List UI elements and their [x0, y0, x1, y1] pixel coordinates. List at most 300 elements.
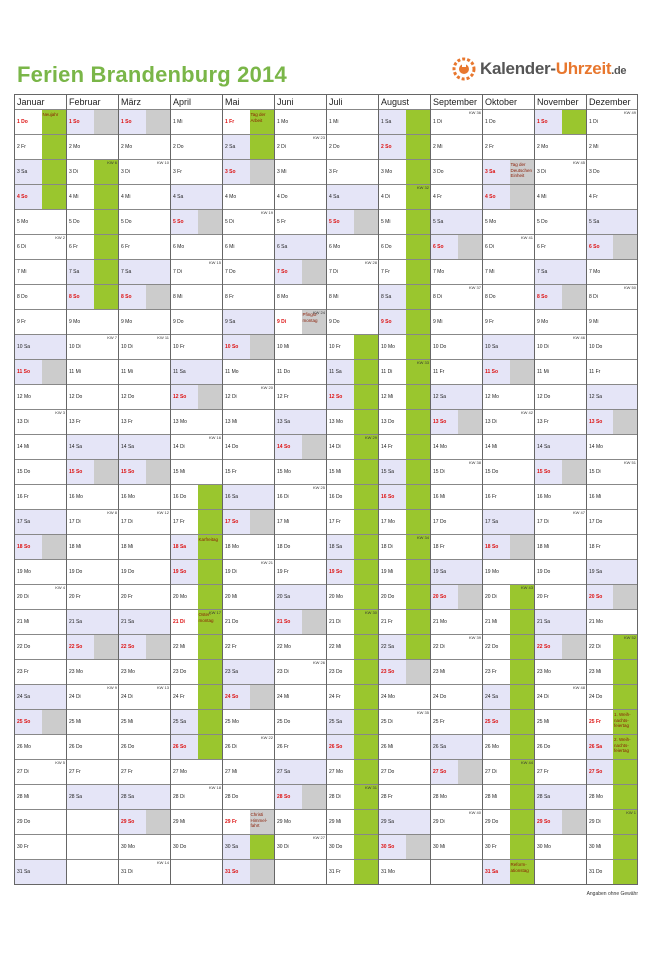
day-cell	[379, 109, 430, 134]
day-cell	[327, 634, 378, 659]
day-status	[42, 135, 67, 159]
day-label: 18 Fr	[433, 544, 445, 550]
day-cell	[379, 559, 430, 584]
day-status	[146, 810, 171, 834]
day-label: 15 So	[67, 460, 94, 484]
day-label: 16 Mi	[589, 494, 602, 500]
day-label: 21 So	[275, 610, 302, 634]
day-status	[94, 285, 119, 309]
day-status	[302, 260, 327, 284]
day-label: 27 Di	[485, 769, 497, 775]
day-label: 27 Fr	[69, 769, 81, 775]
day-label: 19 So	[327, 560, 354, 584]
day-cell	[535, 484, 586, 509]
day-cell	[223, 234, 274, 259]
day-status	[510, 385, 535, 409]
day-status	[302, 285, 327, 309]
day-status	[406, 585, 431, 609]
week-number: KW 9	[107, 685, 117, 690]
day-label: 2 Sa	[223, 135, 250, 159]
day-cell	[119, 209, 170, 234]
day-status	[42, 460, 67, 484]
day-status	[458, 110, 483, 134]
day-label: 17 So	[223, 510, 250, 534]
day-cell	[223, 409, 274, 434]
day-label: 1 Do	[485, 119, 496, 125]
day-status	[406, 785, 431, 809]
day-status	[94, 535, 119, 559]
day-label: 12 Di	[225, 394, 237, 400]
day-label: 29 Do	[17, 819, 31, 825]
day-label: 1 Mo	[277, 119, 289, 125]
day-status	[613, 660, 637, 684]
week-number: KW 18	[208, 785, 221, 790]
week-number: KW 42	[520, 410, 533, 415]
day-label: 23 Mo	[69, 669, 83, 675]
day-cell	[587, 359, 637, 384]
day-cell	[379, 384, 430, 409]
day-label: 4 Sa	[327, 185, 354, 209]
day-status	[562, 710, 587, 734]
day-cell	[587, 784, 637, 809]
day-status	[198, 560, 223, 584]
day-status	[406, 810, 431, 834]
day-label: 25 So	[15, 710, 42, 734]
day-status	[94, 735, 119, 759]
day-label: 13 So	[431, 410, 458, 434]
day-cell	[223, 309, 274, 334]
day-status	[198, 685, 223, 709]
day-label: 15 Mi	[173, 469, 186, 475]
day-status	[510, 235, 535, 259]
day-cell	[379, 859, 430, 884]
day-cell	[223, 684, 274, 709]
day-label: 11 Fr	[589, 369, 601, 375]
day-cell	[171, 684, 222, 709]
day-label: 4 Mo	[225, 194, 237, 200]
day-status	[94, 135, 119, 159]
day-label: 20 Di	[17, 594, 29, 600]
day-cell	[431, 434, 482, 459]
day-cell	[67, 659, 118, 684]
day-status	[146, 635, 171, 659]
day-cell	[275, 259, 326, 284]
day-cell	[587, 484, 637, 509]
month-header: Juni	[274, 95, 326, 109]
day-status	[458, 785, 483, 809]
day-label: 30 So	[379, 835, 406, 859]
day-cell	[587, 634, 637, 659]
day-label: 25 Mi	[69, 719, 82, 725]
day-status	[510, 660, 535, 684]
day-label: 2 So	[379, 135, 406, 159]
week-number: KW 22	[260, 735, 273, 740]
day-cell	[15, 859, 66, 884]
week-number: KW 38	[468, 460, 481, 465]
day-label: 24 So	[223, 685, 250, 709]
day-cell	[223, 709, 274, 734]
day-status	[250, 710, 275, 734]
day-status	[302, 485, 327, 509]
day-cell	[15, 459, 66, 484]
day-status	[302, 785, 327, 809]
week-number: KW 7	[107, 335, 117, 340]
day-label: 20 Mo	[173, 594, 187, 600]
day-cell	[379, 734, 430, 759]
day-status	[562, 135, 587, 159]
day-status	[562, 410, 587, 434]
day-label: 21 Mi	[17, 619, 30, 625]
day-status	[613, 635, 637, 659]
day-cell	[379, 459, 430, 484]
day-status	[42, 485, 67, 509]
day-cell	[327, 859, 378, 884]
month-column	[66, 109, 118, 884]
day-label: 9 Mo	[121, 319, 133, 325]
day-label: 6 Mo	[173, 244, 185, 250]
day-label: 3 Mi	[277, 169, 287, 175]
day-status	[146, 335, 171, 359]
day-label: 21 Mo	[589, 619, 603, 625]
day-status	[42, 285, 67, 309]
day-status	[250, 635, 275, 659]
day-label: 26 Mi	[381, 744, 394, 750]
day-status	[94, 760, 119, 784]
day-label: 7 Mo	[589, 269, 601, 275]
day-cell	[535, 384, 586, 409]
day-label: 21 Mo	[433, 619, 447, 625]
day-status	[302, 685, 327, 709]
day-cell	[431, 534, 482, 559]
day-status	[562, 110, 587, 134]
day-cell	[379, 784, 430, 809]
day-cell	[327, 134, 378, 159]
day-cell	[171, 734, 222, 759]
day-cell	[15, 684, 66, 709]
public-holiday-name: Neujahr	[42, 112, 59, 117]
day-label: 18 So	[483, 535, 510, 559]
day-cell	[327, 709, 378, 734]
month-column	[482, 109, 534, 884]
day-status	[302, 335, 327, 359]
day-cell	[379, 809, 430, 834]
day-status	[458, 160, 483, 184]
day-label: 22 Di	[589, 644, 601, 650]
week-number: KW 48	[572, 685, 585, 690]
day-status	[250, 535, 275, 559]
day-status	[250, 210, 275, 234]
day-label: 16 Fr	[485, 494, 497, 500]
day-label: 24 Sa	[483, 685, 510, 709]
day-status	[562, 435, 587, 459]
day-cell	[535, 234, 586, 259]
day-status	[42, 835, 67, 859]
day-status	[613, 485, 637, 509]
day-label: 13 So	[587, 410, 613, 434]
day-cell	[223, 134, 274, 159]
day-cell	[587, 509, 637, 534]
day-cell	[223, 284, 274, 309]
week-number: KW 45	[572, 160, 585, 165]
public-holiday-name: Christi Himmel-fahrt	[250, 812, 268, 828]
day-status	[94, 235, 119, 259]
day-label: 22 Di	[433, 644, 445, 650]
day-status	[42, 335, 67, 359]
day-label: 17 Fr	[329, 519, 341, 525]
day-label: 12 Sa	[431, 385, 458, 409]
day-label: 28 Sa	[535, 785, 562, 809]
day-status	[613, 710, 637, 734]
day-status	[42, 710, 67, 734]
day-cell	[535, 559, 586, 584]
day-cell	[171, 559, 222, 584]
day-status	[302, 210, 327, 234]
day-status	[354, 710, 379, 734]
day-status	[354, 310, 379, 334]
day-status	[613, 285, 637, 309]
day-status	[354, 860, 379, 884]
day-label: 13 Fr	[121, 419, 133, 425]
day-label: 11 So	[483, 360, 510, 384]
day-cell	[327, 809, 378, 834]
day-label: 2 Do	[329, 144, 340, 150]
day-status	[510, 310, 535, 334]
day-status	[146, 685, 171, 709]
day-status	[406, 635, 431, 659]
day-status	[354, 610, 379, 634]
day-cell	[327, 234, 378, 259]
day-cell	[15, 159, 66, 184]
day-status	[42, 310, 67, 334]
day-cell	[379, 634, 430, 659]
day-cell	[15, 534, 66, 559]
day-cell	[223, 109, 274, 134]
day-cell	[223, 359, 274, 384]
day-label: 4 Fr	[433, 194, 442, 200]
day-label: 21 Mi	[485, 619, 498, 625]
day-cell	[587, 534, 637, 559]
day-status	[406, 410, 431, 434]
day-label: 12 Do	[121, 394, 135, 400]
day-cell	[483, 134, 534, 159]
day-status	[458, 260, 483, 284]
day-status	[94, 385, 119, 409]
day-label: 30 Di	[277, 844, 289, 850]
day-status	[198, 110, 223, 134]
day-label: 10 So	[223, 335, 250, 359]
day-label: 25 Di	[381, 719, 393, 725]
week-number: KW 11	[157, 335, 169, 340]
day-label: 8 Fr	[225, 294, 234, 300]
day-status	[250, 160, 275, 184]
day-label: 17 Sa	[483, 510, 510, 534]
day-cell	[535, 609, 586, 634]
day-status	[250, 610, 275, 634]
day-label: 17 Di	[121, 519, 133, 525]
day-cell	[67, 834, 118, 859]
day-status	[250, 660, 275, 684]
day-label: 15 Do	[485, 469, 499, 475]
day-label: 21 Di	[173, 619, 185, 625]
day-cell	[67, 784, 118, 809]
week-number: KW 2	[55, 235, 65, 240]
day-status	[302, 610, 327, 634]
day-status	[42, 735, 67, 759]
day-status	[302, 710, 327, 734]
day-label: 2 Mo	[69, 144, 81, 150]
week-number: KW 51	[623, 460, 636, 465]
day-label: 2 Fr	[485, 144, 494, 150]
day-label: 31 Do	[589, 869, 603, 875]
day-label: 11 Di	[381, 369, 393, 375]
day-cell	[275, 234, 326, 259]
day-status	[510, 735, 535, 759]
day-cell	[535, 309, 586, 334]
day-cell	[275, 384, 326, 409]
day-status	[198, 785, 223, 809]
day-status	[562, 735, 587, 759]
day-cell	[223, 159, 274, 184]
day-cell	[483, 209, 534, 234]
day-cell	[275, 759, 326, 784]
day-cell	[67, 134, 118, 159]
day-status	[146, 260, 171, 284]
day-cell	[67, 184, 118, 209]
day-cell	[275, 359, 326, 384]
day-cell	[587, 834, 637, 859]
day-status	[613, 185, 637, 209]
day-label: 9 Mo	[69, 319, 81, 325]
day-label: 24 Do	[433, 694, 447, 700]
logo[interactable]	[451, 54, 626, 84]
day-label: 9 Do	[173, 319, 184, 325]
week-number: KW 39	[468, 635, 481, 640]
day-status	[250, 185, 275, 209]
day-status	[510, 760, 535, 784]
day-status	[562, 785, 587, 809]
day-status	[510, 210, 535, 234]
day-status	[613, 260, 637, 284]
day-cell	[171, 384, 222, 409]
day-label: 18 Sa	[327, 535, 354, 559]
day-label: 12 Do	[537, 394, 551, 400]
day-status	[354, 760, 379, 784]
day-cell	[15, 559, 66, 584]
day-cell	[67, 559, 118, 584]
day-label: 26 Sa	[587, 735, 613, 759]
day-label: 7 Mo	[433, 269, 445, 275]
day-status	[302, 135, 327, 159]
day-cell	[587, 684, 637, 709]
day-label: 23 Do	[173, 669, 187, 675]
day-status	[302, 360, 327, 384]
day-cell	[15, 234, 66, 259]
day-status	[562, 635, 587, 659]
day-cell	[483, 534, 534, 559]
day-status	[510, 785, 535, 809]
day-cell	[275, 834, 326, 859]
public-holiday-name: Tag der Arbeit	[250, 112, 266, 123]
day-cell	[483, 284, 534, 309]
day-cell	[275, 284, 326, 309]
day-cell	[431, 584, 482, 609]
day-status	[406, 335, 431, 359]
day-status	[42, 685, 67, 709]
day-label: 4 Mi	[121, 194, 131, 200]
day-label: 25 Fr	[433, 719, 445, 725]
day-status	[458, 560, 483, 584]
day-status	[458, 585, 483, 609]
day-label: 26 So	[171, 735, 198, 759]
day-cell	[535, 734, 586, 759]
day-label: 6 Do	[381, 244, 392, 250]
day-label: 1 Mi	[173, 119, 183, 125]
day-status	[510, 335, 535, 359]
day-cell	[483, 359, 534, 384]
day-label: 7 Sa	[535, 260, 562, 284]
day-status	[562, 160, 587, 184]
day-status	[406, 835, 431, 859]
day-label: 4 Mi	[69, 194, 79, 200]
day-label: 27 Mo	[329, 769, 343, 775]
day-status	[458, 135, 483, 159]
day-status	[198, 810, 223, 834]
day-label: 30 Fr	[17, 844, 29, 850]
day-status	[146, 360, 171, 384]
day-status	[94, 785, 119, 809]
day-label: 26 Mo	[17, 744, 31, 750]
day-label: 17 Mo	[381, 519, 395, 525]
day-cell	[483, 259, 534, 284]
day-status	[146, 210, 171, 234]
day-label: 10 Do	[589, 344, 603, 350]
day-label: 1 Di	[589, 119, 598, 125]
day-cell	[119, 834, 170, 859]
day-label: 1 Di	[433, 119, 442, 125]
day-label: 5 Mi	[381, 219, 391, 225]
day-status	[250, 360, 275, 384]
day-cell	[15, 709, 66, 734]
day-label: 15 Mo	[277, 469, 291, 475]
day-status	[354, 335, 379, 359]
day-label: 22 So	[535, 635, 562, 659]
day-label: 7 Mi	[17, 269, 27, 275]
day-label: 13 Di	[485, 419, 497, 425]
day-status	[302, 510, 327, 534]
day-label: 19 Do	[121, 569, 135, 575]
day-cell	[171, 334, 222, 359]
day-cell	[587, 434, 637, 459]
day-label: 30 Mo	[537, 844, 551, 850]
day-cell	[223, 534, 274, 559]
day-status	[198, 360, 223, 384]
day-label: 12 So	[171, 385, 198, 409]
day-status	[510, 510, 535, 534]
day-label: 2 Do	[173, 144, 184, 150]
day-label: 5 So	[327, 210, 354, 234]
day-status	[510, 135, 535, 159]
day-status	[458, 510, 483, 534]
day-status	[562, 285, 587, 309]
day-status	[302, 810, 327, 834]
day-label: 11 Mi	[121, 369, 133, 375]
day-cell	[483, 384, 534, 409]
day-status	[406, 210, 431, 234]
day-label: 13 Do	[381, 419, 395, 425]
day-status	[458, 810, 483, 834]
day-cell	[15, 259, 66, 284]
day-status	[354, 210, 379, 234]
